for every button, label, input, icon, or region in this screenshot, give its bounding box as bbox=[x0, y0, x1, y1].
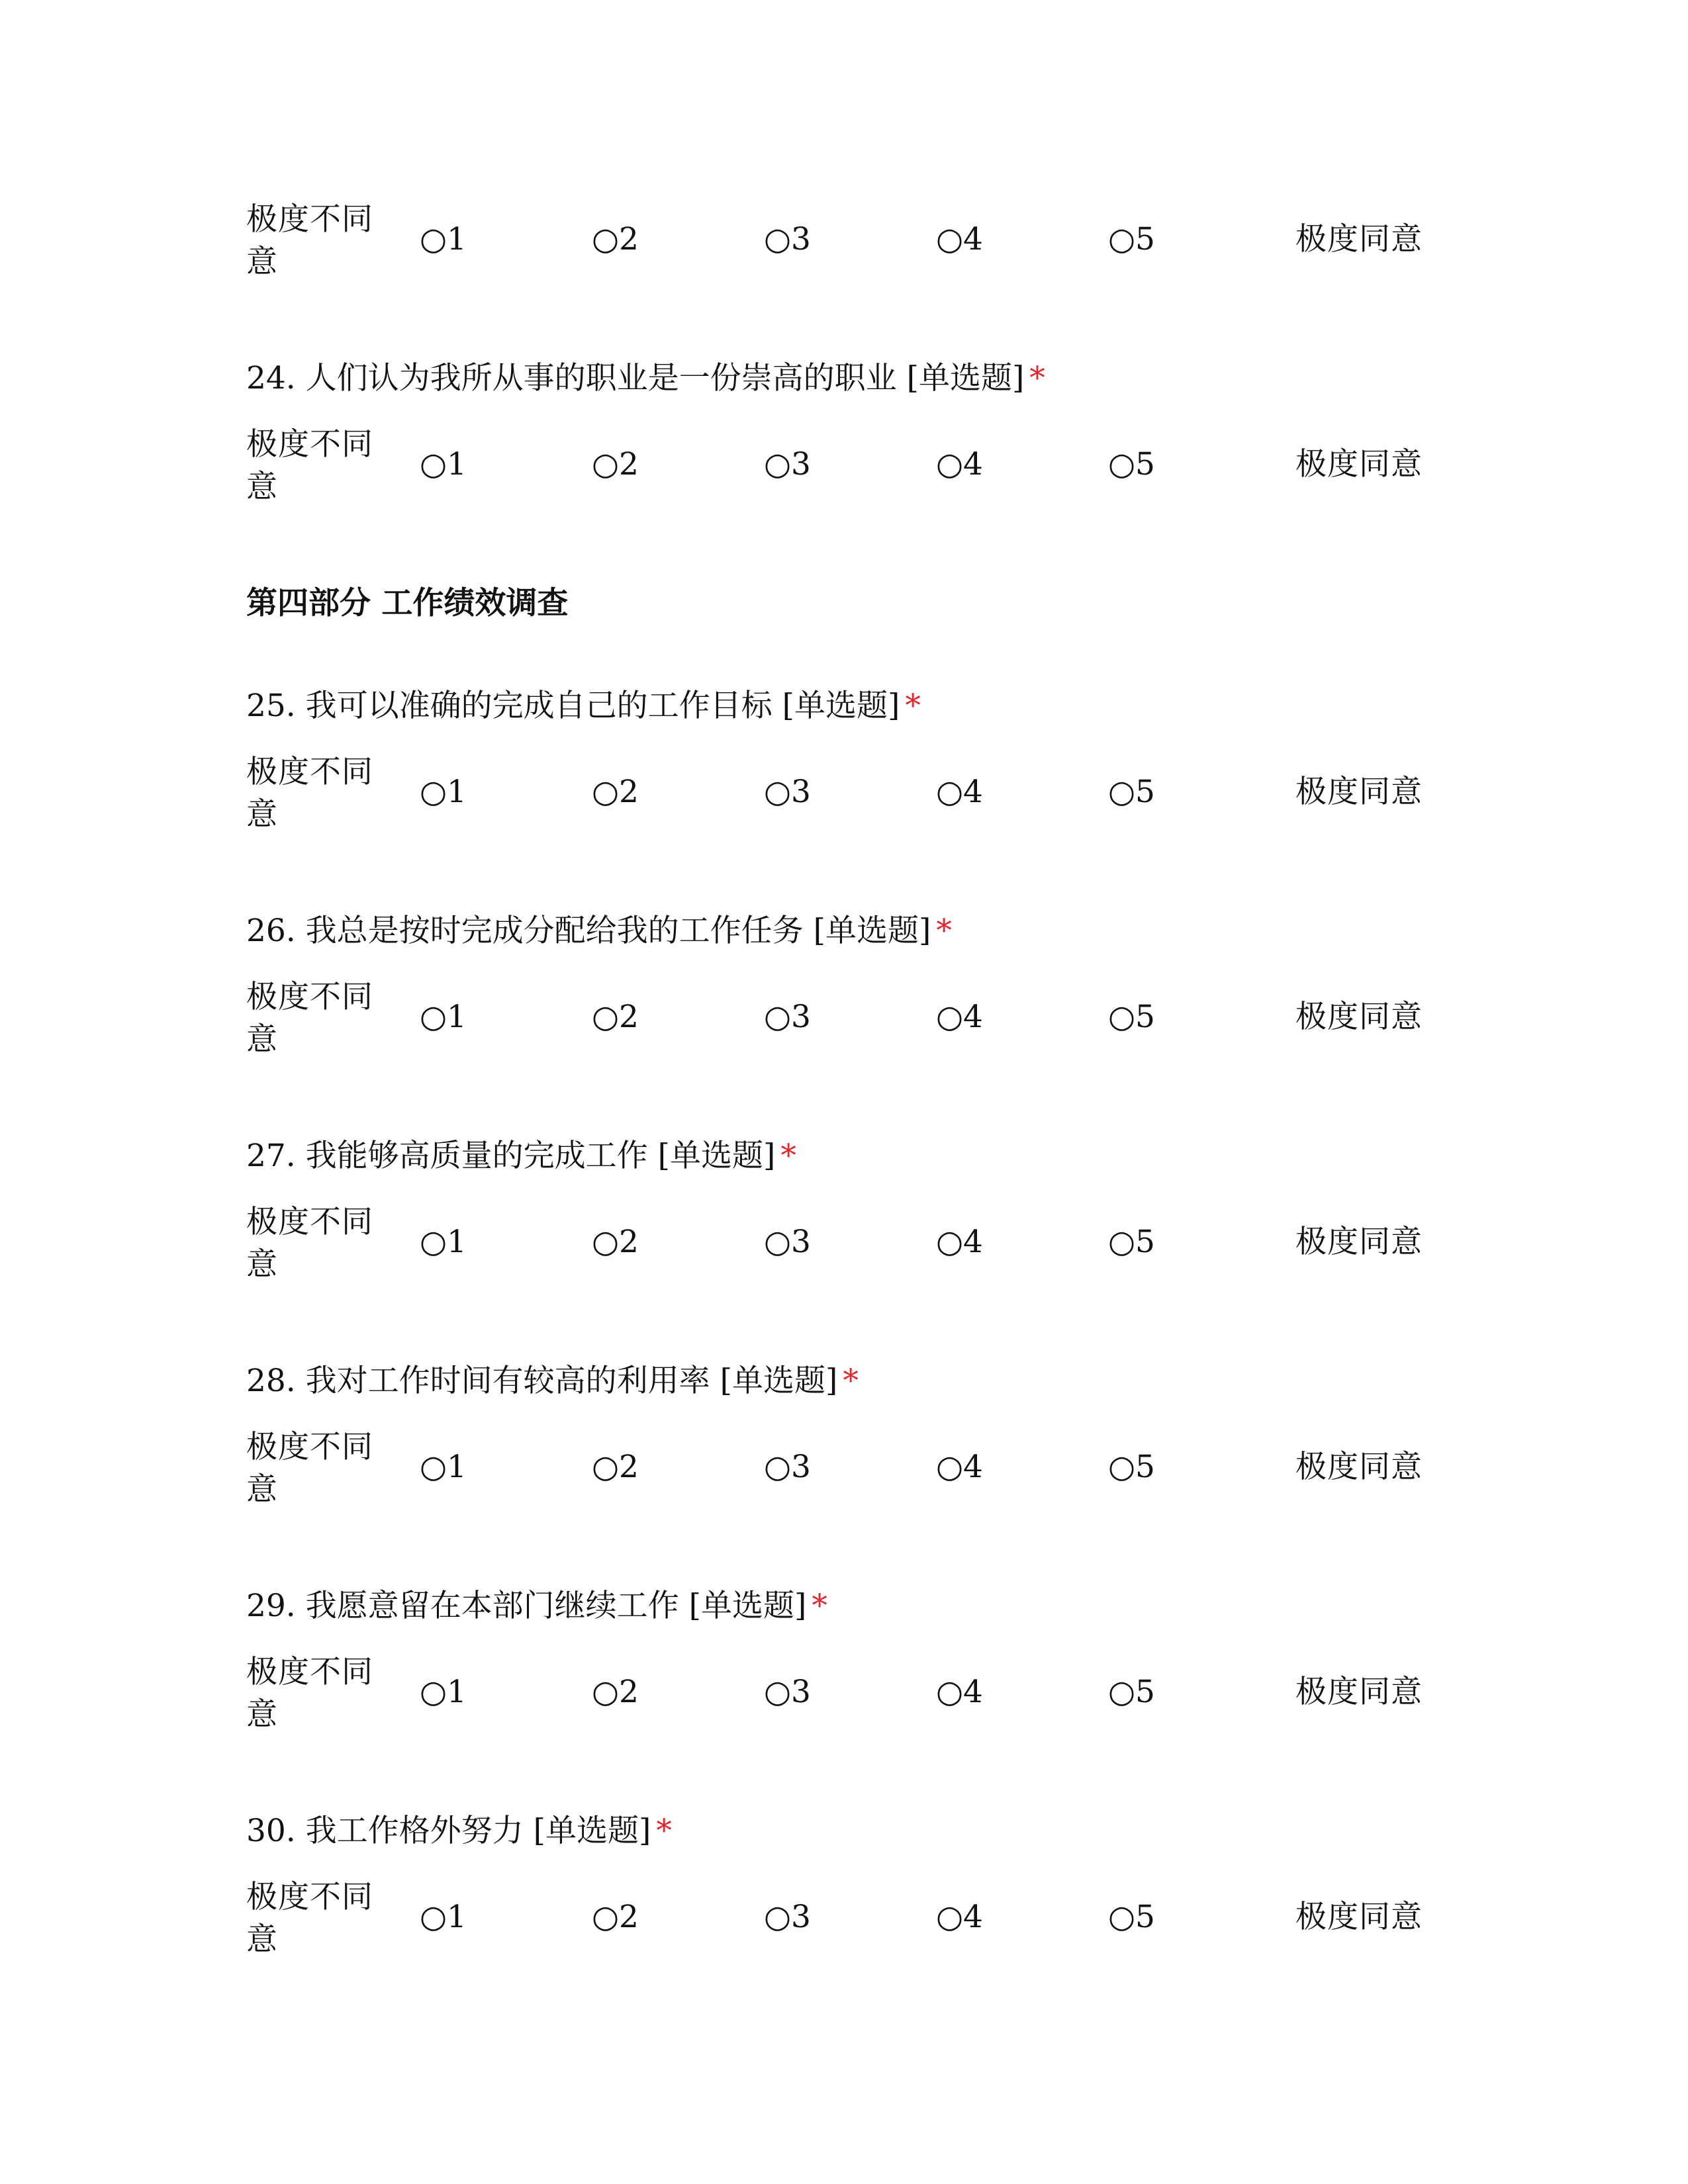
required-marker: * bbox=[905, 688, 921, 724]
question-25 bbox=[246, 685, 921, 727]
scale-right-label: 极度同意 bbox=[1295, 446, 1423, 482]
scale-left-label: 极度不同意 bbox=[246, 1879, 373, 1958]
question-text: 30. 我工作格外努力 [单选题] bbox=[246, 1813, 651, 1849]
scale-left-label: 极度不同意 bbox=[246, 1429, 373, 1508]
radio-option-2[interactable]: ○2 bbox=[592, 999, 639, 1035]
radio-option-2[interactable]: ○2 bbox=[592, 1224, 639, 1260]
radio-option-1[interactable]: ○1 bbox=[420, 774, 467, 810]
radio-option-2[interactable]: ○2 bbox=[592, 774, 639, 810]
question-29 bbox=[246, 1585, 827, 1627]
radio-option-2[interactable]: ○2 bbox=[592, 446, 639, 482]
radio-option-1[interactable]: ○1 bbox=[420, 1449, 467, 1485]
radio-option-5[interactable]: ○5 bbox=[1108, 1674, 1155, 1710]
question-text: 28. 我对工作时间有较高的利用率 [单选题] bbox=[246, 1363, 838, 1399]
scale-right-label: 极度同意 bbox=[1295, 1674, 1423, 1710]
scale-left-label: 极度不同意 bbox=[246, 201, 373, 280]
radio-option-5[interactable]: ○5 bbox=[1108, 1899, 1155, 1935]
radio-option-3[interactable]: ○3 bbox=[764, 1224, 811, 1260]
rating-scale-row bbox=[246, 976, 1451, 1069]
required-marker: * bbox=[656, 1813, 672, 1849]
radio-option-1[interactable]: ○1 bbox=[420, 221, 467, 257]
rating-scale-row bbox=[246, 424, 1451, 516]
rating-scale-row bbox=[246, 1651, 1451, 1744]
radio-option-4[interactable]: ○4 bbox=[936, 1899, 983, 1935]
question-text: 27. 我能够高质量的完成工作 [单选题] bbox=[246, 1138, 776, 1174]
radio-option-1[interactable]: ○1 bbox=[420, 1224, 467, 1260]
radio-option-5[interactable]: ○5 bbox=[1108, 1449, 1155, 1485]
question-text: 24. 人们认为我所从事的职业是一份崇高的职业 [单选题] bbox=[246, 360, 1025, 396]
radio-option-3[interactable]: ○3 bbox=[764, 1899, 811, 1935]
scale-right-label: 极度同意 bbox=[1295, 774, 1423, 810]
question-28 bbox=[246, 1360, 859, 1402]
scale-left-label: 极度不同意 bbox=[246, 1204, 373, 1283]
rating-scale-row bbox=[246, 1201, 1451, 1294]
scale-right-label: 极度同意 bbox=[1295, 999, 1423, 1035]
required-marker: * bbox=[1029, 360, 1045, 396]
radio-option-5[interactable]: ○5 bbox=[1108, 774, 1155, 810]
section-title: 第四部分 工作绩效调查 bbox=[246, 585, 569, 621]
radio-option-4[interactable]: ○4 bbox=[936, 1224, 983, 1260]
rating-scale-row bbox=[246, 1426, 1451, 1519]
question-26 bbox=[246, 910, 952, 952]
radio-option-4[interactable]: ○4 bbox=[936, 1674, 983, 1710]
radio-option-5[interactable]: ○5 bbox=[1108, 999, 1155, 1035]
rating-scale-row bbox=[246, 751, 1451, 844]
scale-right-label: 极度同意 bbox=[1295, 1224, 1423, 1260]
scale-right-label: 极度同意 bbox=[1295, 221, 1423, 257]
radio-option-4[interactable]: ○4 bbox=[936, 999, 983, 1035]
radio-option-5[interactable]: ○5 bbox=[1108, 446, 1155, 482]
radio-option-3[interactable]: ○3 bbox=[764, 446, 811, 482]
scale-left-label: 极度不同意 bbox=[246, 426, 373, 505]
radio-option-2[interactable]: ○2 bbox=[592, 221, 639, 257]
scale-left-label: 极度不同意 bbox=[246, 1654, 373, 1733]
required-marker: * bbox=[843, 1363, 859, 1399]
rating-scale-row bbox=[246, 199, 1451, 291]
radio-option-3[interactable]: ○3 bbox=[764, 999, 811, 1035]
radio-option-2[interactable]: ○2 bbox=[592, 1449, 639, 1485]
radio-option-5[interactable]: ○5 bbox=[1108, 221, 1155, 257]
required-marker: * bbox=[936, 913, 952, 949]
question-text: 26. 我总是按时完成分配给我的工作任务 [单选题] bbox=[246, 913, 931, 949]
question-text: 29. 我愿意留在本部门继续工作 [单选题] bbox=[246, 1588, 807, 1624]
radio-option-4[interactable]: ○4 bbox=[936, 221, 983, 257]
question-24 bbox=[246, 357, 1045, 400]
required-marker: * bbox=[780, 1138, 796, 1174]
question-30 bbox=[246, 1810, 672, 1852]
radio-option-3[interactable]: ○3 bbox=[764, 1449, 811, 1485]
radio-option-3[interactable]: ○3 bbox=[764, 1674, 811, 1710]
radio-option-2[interactable]: ○2 bbox=[592, 1899, 639, 1935]
scale-left-label: 极度不同意 bbox=[246, 754, 373, 833]
radio-option-4[interactable]: ○4 bbox=[936, 446, 983, 482]
radio-option-1[interactable]: ○1 bbox=[420, 1674, 467, 1710]
question-text: 25. 我可以准确的完成自己的工作目标 [单选题] bbox=[246, 688, 900, 724]
radio-option-2[interactable]: ○2 bbox=[592, 1674, 639, 1710]
required-marker: * bbox=[812, 1588, 827, 1624]
radio-option-3[interactable]: ○3 bbox=[764, 221, 811, 257]
scale-right-label: 极度同意 bbox=[1295, 1449, 1423, 1485]
radio-option-4[interactable]: ○4 bbox=[936, 1449, 983, 1485]
radio-option-1[interactable]: ○1 bbox=[420, 446, 467, 482]
scale-left-label: 极度不同意 bbox=[246, 979, 373, 1058]
radio-option-1[interactable]: ○1 bbox=[420, 999, 467, 1035]
rating-scale-row bbox=[246, 1876, 1451, 1969]
radio-option-4[interactable]: ○4 bbox=[936, 774, 983, 810]
radio-option-1[interactable]: ○1 bbox=[420, 1899, 467, 1935]
radio-option-5[interactable]: ○5 bbox=[1108, 1224, 1155, 1260]
question-27 bbox=[246, 1135, 796, 1177]
radio-option-3[interactable]: ○3 bbox=[764, 774, 811, 810]
scale-right-label: 极度同意 bbox=[1295, 1899, 1423, 1935]
